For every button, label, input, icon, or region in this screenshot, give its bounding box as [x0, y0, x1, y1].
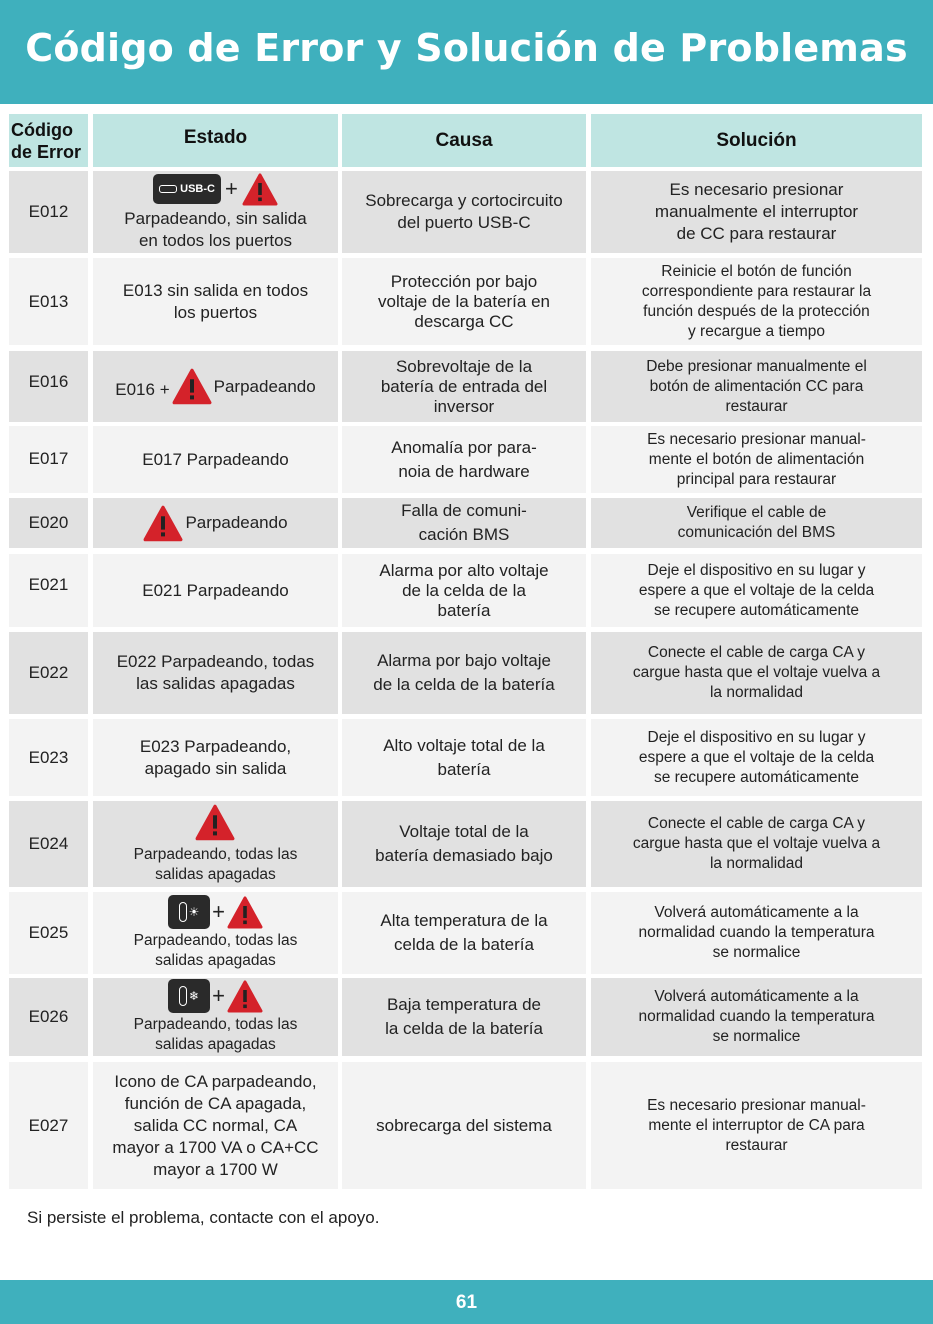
estado-line: salidas apagadas — [155, 1036, 276, 1053]
row-e023-code — [9, 719, 88, 796]
solucion-line: la normalidad — [709, 855, 804, 872]
causa-line: batería — [437, 600, 491, 620]
causa-line: Baja temperatura de — [386, 995, 542, 1014]
row-e012-code — [9, 171, 88, 253]
solucion-line: la normalidad — [709, 684, 804, 701]
causa-line: noia de hardware — [398, 461, 530, 481]
causa-line: la celda de la batería — [385, 1019, 543, 1038]
error-code: E022 — [28, 663, 69, 682]
row-e017-code — [9, 426, 88, 493]
row-e016-causa — [342, 351, 586, 422]
row-e027-estado — [93, 1062, 338, 1189]
solucion-line: principal para restaurar — [676, 470, 837, 488]
causa-line: batería demasiado bajo — [375, 846, 553, 865]
estado-line: E023 Parpadeando, — [139, 736, 292, 756]
header-codigo — [9, 114, 88, 167]
solucion-line: Es necesario presionar — [669, 180, 844, 199]
row-e023-estado — [93, 719, 338, 796]
solucion-line: Volverá automáticamente a la — [654, 988, 859, 1005]
estado-line: salidas apagadas — [155, 952, 276, 969]
estado-line: mayor a 1700 VA o CA+CC — [112, 1137, 319, 1157]
row-e013-code — [9, 258, 88, 345]
causa-line: inversor — [433, 396, 495, 416]
row-e017-causa — [342, 426, 586, 493]
error-code: E012 — [28, 202, 69, 221]
row-e027-causa — [342, 1062, 586, 1189]
causa-line: de la celda de la batería — [373, 675, 555, 694]
error-code: E021 — [28, 575, 69, 594]
row-e013-solucion — [591, 258, 922, 345]
warning-icon — [227, 980, 263, 1013]
row-e023-causa — [342, 719, 586, 796]
header-causa-label: Causa — [435, 129, 493, 151]
row-e013-causa — [342, 258, 586, 345]
solucion-line: se recupere automáticamente — [653, 768, 860, 786]
row-e020-causa — [342, 498, 586, 548]
header-estado — [93, 114, 338, 167]
warning-icon — [143, 505, 183, 542]
row-e025-causa — [342, 892, 586, 974]
causa-line: Alarma por bajo voltaje — [377, 651, 551, 670]
error-code: E017 — [28, 449, 69, 468]
low-temperature-icon: ❄ — [168, 979, 210, 1013]
header-codigo-line2: de Error — [11, 141, 82, 162]
estado-line: Parpadeando, todas las — [133, 845, 298, 863]
row-e027-code — [9, 1062, 88, 1189]
header-codigo-line1: Código — [11, 119, 73, 140]
solucion-line: restaurar — [725, 397, 788, 415]
solucion-line: Debe presionar manualmente el — [646, 357, 867, 375]
causa-line: Voltaje total de la — [399, 822, 529, 841]
row-e017-estado — [93, 426, 338, 493]
solucion-line: de CC para restaurar — [676, 224, 837, 243]
estado-line: salida CC normal, CA — [133, 1115, 298, 1135]
causa-line: Protección por bajo — [390, 271, 538, 291]
solucion-line: se normalice — [712, 1028, 801, 1045]
row-e021-causa — [342, 554, 586, 627]
solucion-line: normalidad cuando la temperatura — [638, 924, 875, 941]
solucion-line: cargue hasta que el voltaje vuelva a — [632, 835, 881, 852]
row-e027-solucion — [591, 1062, 922, 1189]
row-e024-estado — [93, 801, 338, 887]
estado-prefix: E016 + — [115, 379, 170, 399]
solucion-line: espere a que el voltaje de la celda — [638, 748, 875, 766]
support-note: Si persiste el problema, contacte con el apoyo. — [27, 1208, 380, 1227]
solucion-line: Verifique el cable de — [686, 504, 827, 521]
causa-line: cación BMS — [418, 525, 510, 544]
row-e012-estado — [93, 171, 338, 253]
solucion-line: Conecte el cable de carga CA y — [647, 644, 866, 661]
warning-icon — [172, 368, 212, 405]
error-code: E013 — [28, 291, 69, 311]
causa-line: Alto voltaje total de la — [383, 735, 545, 755]
estado-line: Parpadeando, todas las — [133, 932, 298, 949]
solucion-line: se recupere automáticamente — [653, 601, 860, 619]
row-e025-code — [9, 892, 88, 974]
row-e022-estado — [93, 632, 338, 714]
page-footer — [0, 1280, 933, 1324]
estado-line: E021 Parpadeando — [142, 580, 289, 600]
causa-line: del puerto USB-C — [397, 213, 531, 232]
usb-c-label: USB-C — [180, 183, 215, 195]
solucion-line: mente el botón de alimentación — [648, 450, 865, 468]
causa-line: celda de la batería — [394, 935, 534, 954]
causa-line: Sobrecarga y cortocircuito — [365, 191, 563, 210]
row-e016-solucion — [591, 351, 922, 422]
solucion-line: Volverá automáticamente a la — [654, 904, 859, 921]
causa-line: batería — [437, 759, 491, 779]
causa-line: batería de entrada del — [380, 376, 548, 396]
solucion-line: correspondiente para restaurar la — [641, 282, 872, 300]
causa-line: voltaje de la batería en — [377, 291, 550, 311]
row-e021-code — [9, 554, 88, 627]
row-e026-causa — [342, 978, 586, 1056]
solucion-line: restaurar — [725, 1136, 788, 1154]
row-e020-code — [9, 498, 88, 548]
solucion-line: Deje el dispositivo en su lugar y — [647, 728, 866, 746]
row-e020-solucion — [591, 498, 922, 548]
error-code: E016 — [28, 372, 69, 391]
row-e017-solucion — [591, 426, 922, 493]
solucion-line: comunicación del BMS — [677, 524, 836, 541]
solucion-line: función después de la protección — [643, 302, 870, 320]
row-e016-estado — [93, 351, 338, 422]
causa-line: Sobrevoltaje de la — [395, 356, 533, 376]
warning-icon — [242, 173, 278, 206]
causa-line: descarga CC — [414, 311, 514, 331]
estado-line: Parpadeando, todas las — [133, 1016, 298, 1033]
solucion-line: se normalice — [712, 944, 801, 961]
solucion-line: espere a que el voltaje de la celda — [638, 581, 875, 599]
plus-sign: + — [212, 983, 225, 1008]
solucion-line: y recargue a tiempo — [688, 322, 825, 340]
causa-line: Alarma por alto voltaje — [379, 560, 549, 580]
row-e026-code — [9, 978, 88, 1056]
row-e024-code — [9, 801, 88, 887]
causa-line: Falla de comuni- — [401, 501, 527, 520]
estado-line: los puertos — [173, 302, 258, 322]
row-e013-estado — [93, 258, 338, 345]
error-code: E023 — [28, 747, 69, 767]
estado-line: mayor a 1700 W — [153, 1159, 278, 1179]
solucion-line: mente el interruptor de CA para — [648, 1116, 865, 1134]
row-e026-solucion — [591, 978, 922, 1056]
solucion-line: normalidad cuando la temperatura — [638, 1008, 875, 1025]
estado-line: las salidas apagadas — [136, 674, 295, 693]
row-e025-estado — [93, 892, 338, 974]
page-number: 61 — [455, 1292, 478, 1313]
estado-line: Parpadeando, sin salida — [124, 208, 307, 228]
row-e024-solucion — [591, 801, 922, 887]
causa-line: Alta temperatura de la — [380, 911, 548, 930]
row-e021-estado — [93, 554, 338, 627]
row-e021-solucion — [591, 554, 922, 627]
row-e022-code — [9, 632, 88, 714]
row-e022-solucion — [591, 632, 922, 714]
causa-line: Anomalía por para- — [391, 437, 537, 457]
row-e020-estado — [93, 498, 338, 548]
estado-line: en todos los puertos — [138, 230, 293, 250]
estado-line: Icono de CA parpadeando, — [114, 1071, 317, 1091]
solucion-line: Es necesario presionar manual- — [647, 1096, 866, 1114]
page-header — [0, 0, 933, 104]
row-e012-causa — [342, 171, 586, 253]
solucion-line: manualmente el interruptor — [654, 202, 859, 221]
solucion-line: Deje el dispositivo en su lugar y — [647, 561, 866, 579]
estado-suffix: Parpadeando — [185, 513, 288, 532]
header-estado-label: Estado — [183, 127, 248, 148]
usb-c-port-icon — [153, 174, 221, 204]
plus-sign: + — [224, 176, 238, 201]
estado-line: salidas apagadas — [155, 865, 276, 883]
causa-line: sobrecarga del sistema — [376, 1115, 552, 1135]
solucion-line: Conecte el cable de carga CA y — [647, 815, 866, 832]
estado-suffix: Parpadeando — [213, 376, 316, 396]
plus-sign: + — [212, 899, 225, 924]
causa-line: de la celda de la — [402, 580, 526, 600]
solucion-line: Es necesario presionar manual- — [647, 430, 866, 448]
solucion-line: botón de alimentación CC para — [649, 377, 864, 395]
page-title: Código de Error y Solución de Problemas — [25, 26, 908, 70]
row-e016-code — [9, 351, 88, 422]
row-e012-solucion — [591, 171, 922, 253]
warning-icon — [227, 896, 263, 929]
warning-icon — [195, 804, 235, 841]
error-code: E025 — [28, 923, 69, 942]
error-code: E024 — [28, 834, 69, 853]
header-solucion — [591, 114, 922, 167]
row-e024-causa — [342, 801, 586, 887]
error-code: E020 — [28, 513, 69, 532]
header-causa — [342, 114, 586, 167]
estado-line: apagado sin salida — [144, 758, 287, 778]
error-code: E026 — [28, 1007, 69, 1026]
row-e022-causa — [342, 632, 586, 714]
estado-line: función de CA apagada, — [124, 1093, 307, 1113]
estado-line: E022 Parpadeando, todas — [116, 652, 315, 671]
error-code: E027 — [28, 1115, 69, 1135]
solucion-line: Reinicie el botón de función — [661, 262, 852, 280]
row-e025-solucion — [591, 892, 922, 974]
high-temperature-icon: ☀ — [168, 895, 210, 929]
solucion-line: cargue hasta que el voltaje vuelva a — [632, 664, 881, 681]
header-solucion-label: Solución — [716, 129, 797, 151]
estado-line: E017 Parpadeando — [142, 449, 289, 469]
row-e023-solucion — [591, 719, 922, 796]
row-e026-estado — [93, 978, 338, 1056]
estado-line: E013 sin salida en todos — [122, 280, 309, 300]
